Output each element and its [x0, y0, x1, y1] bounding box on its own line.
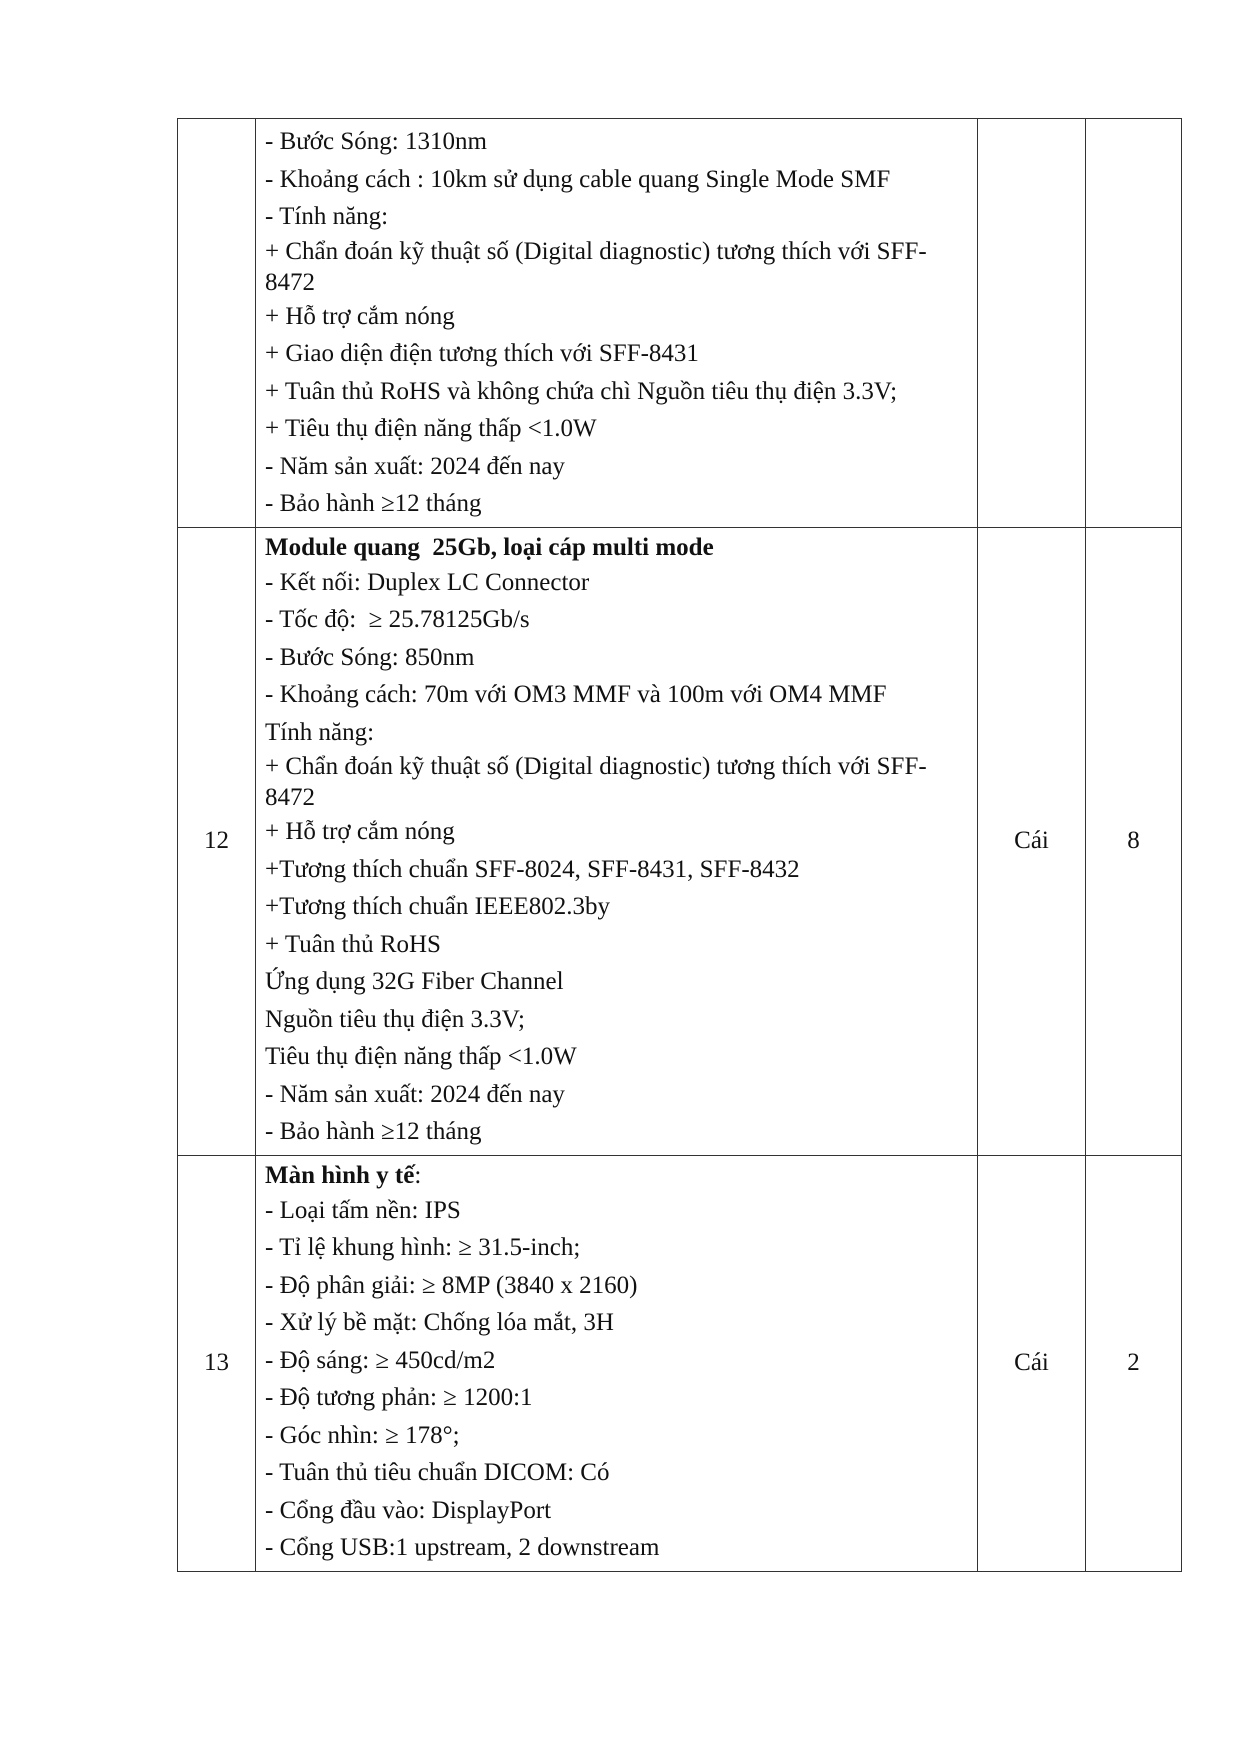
item-title-text: Màn hình y tế [265, 1161, 415, 1189]
item-quantity: 2 [1086, 1155, 1182, 1571]
item-specification [256, 527, 978, 1155]
spec-line: Tính năng: [265, 718, 375, 746]
spec-line: - Bước Sóng: 1310nm [265, 128, 487, 155]
spec-line: + Giao diện điện tương thích với SFF-8431 [265, 340, 699, 367]
spec-line: Tiêu thụ điện năng thấp <1.0W [265, 1043, 577, 1070]
item-quantity [1086, 119, 1182, 528]
spec-line: - Độ sáng: ≥ 450cd/m2 [265, 1346, 496, 1374]
item-specification [256, 1155, 978, 1571]
spec-line: - Bảo hành ≥12 tháng [265, 1118, 482, 1145]
spec-line: - Tính năng: [265, 203, 389, 230]
spec-line: Ứng dụng 32G Fiber Channel [265, 968, 564, 995]
table-row [178, 119, 1182, 528]
table-row [178, 1155, 1182, 1571]
spec-line: - Góc nhìn: ≥ 178°; [265, 1421, 460, 1449]
spec-line: - Xử lý bề mặt: Chống lóa mắt, 3H [265, 1309, 614, 1336]
spec-line: + Chẩn đoán kỹ thuật số (Digital diagnostic) tương thích với SFF-8472 [265, 237, 927, 296]
spec-line: - Bước Sóng: 850nm [265, 643, 475, 671]
spec-line: - Năm sản xuất: 2024 đến nay [265, 1080, 565, 1108]
item-unit: Cái [978, 527, 1086, 1155]
spec-line: - Bảo hành ≥12 tháng [265, 490, 482, 517]
spec-line: Nguồn tiêu thụ điện 3.3V; [265, 1005, 525, 1033]
spec-line: - Khoảng cách: 70m với OM3 MMF và 100m với OM4 MMF [265, 681, 887, 708]
spec-line: - Độ tương phản: ≥ 1200:1 [265, 1384, 533, 1411]
spec-line: + Tiêu thụ điện năng thấp <1.0W [265, 415, 597, 442]
item-quantity: 8 [1086, 527, 1182, 1155]
spec-line: - Tuân thủ tiêu chuẩn DICOM: Có [265, 1459, 610, 1486]
spec-line: - Năm sản xuất: 2024 đến nay [265, 452, 565, 480]
spec-line: - Cổng đầu vào: DisplayPort [265, 1496, 552, 1524]
spec-line: - Độ phân giải: ≥ 8MP (3840 x 2160) [265, 1271, 638, 1299]
item-unit [978, 119, 1086, 528]
item-number: 13 [178, 1155, 256, 1571]
spec-line: + Chẩn đoán kỹ thuật số (Digital diagnostic) tương thích với SFF-8472 [265, 753, 927, 811]
item-unit: Cái [978, 1155, 1086, 1571]
item-title-text: Module quang 25Gb, loại cáp multi mode [265, 533, 714, 561]
spec-line: +Tương thích chuẩn SFF-8024, SFF-8431, SFF-8432 [265, 855, 800, 883]
item-title-suffix: : [414, 1161, 422, 1189]
spec-line: + Tuân thủ RoHS và không chứa chì Nguồn tiêu thụ điện 3.3V; [265, 377, 898, 405]
spec-line: - Tỉ lệ khung hình: ≥ 31.5-inch; [265, 1234, 581, 1261]
equipment-spec-table [177, 118, 1182, 1572]
table-row [178, 527, 1182, 1155]
spec-line: + Hỗ trợ cắm nóng [265, 818, 455, 845]
spec-line: +Tương thích chuẩn IEEE802.3by [265, 893, 610, 920]
item-title [265, 1160, 968, 1192]
spec-line: - Tốc độ: ≥ 25.78125Gb/s [265, 606, 530, 633]
item-specification [256, 119, 978, 528]
spec-line: - Cổng USB:1 upstream, 2 downstream [265, 1534, 660, 1561]
item-title [265, 532, 968, 564]
spec-line: - Kết nối: Duplex LC Connector [265, 568, 590, 596]
item-number: 12 [178, 527, 256, 1155]
spec-line: - Khoảng cách : 10km sử dụng cable quang Single Mode SMF [265, 165, 891, 193]
spec-line: - Loại tấm nền: IPS [265, 1196, 461, 1224]
item-number [178, 119, 256, 528]
spec-line: + Hỗ trợ cắm nóng [265, 302, 455, 330]
spec-line: + Tuân thủ RoHS [265, 930, 441, 958]
